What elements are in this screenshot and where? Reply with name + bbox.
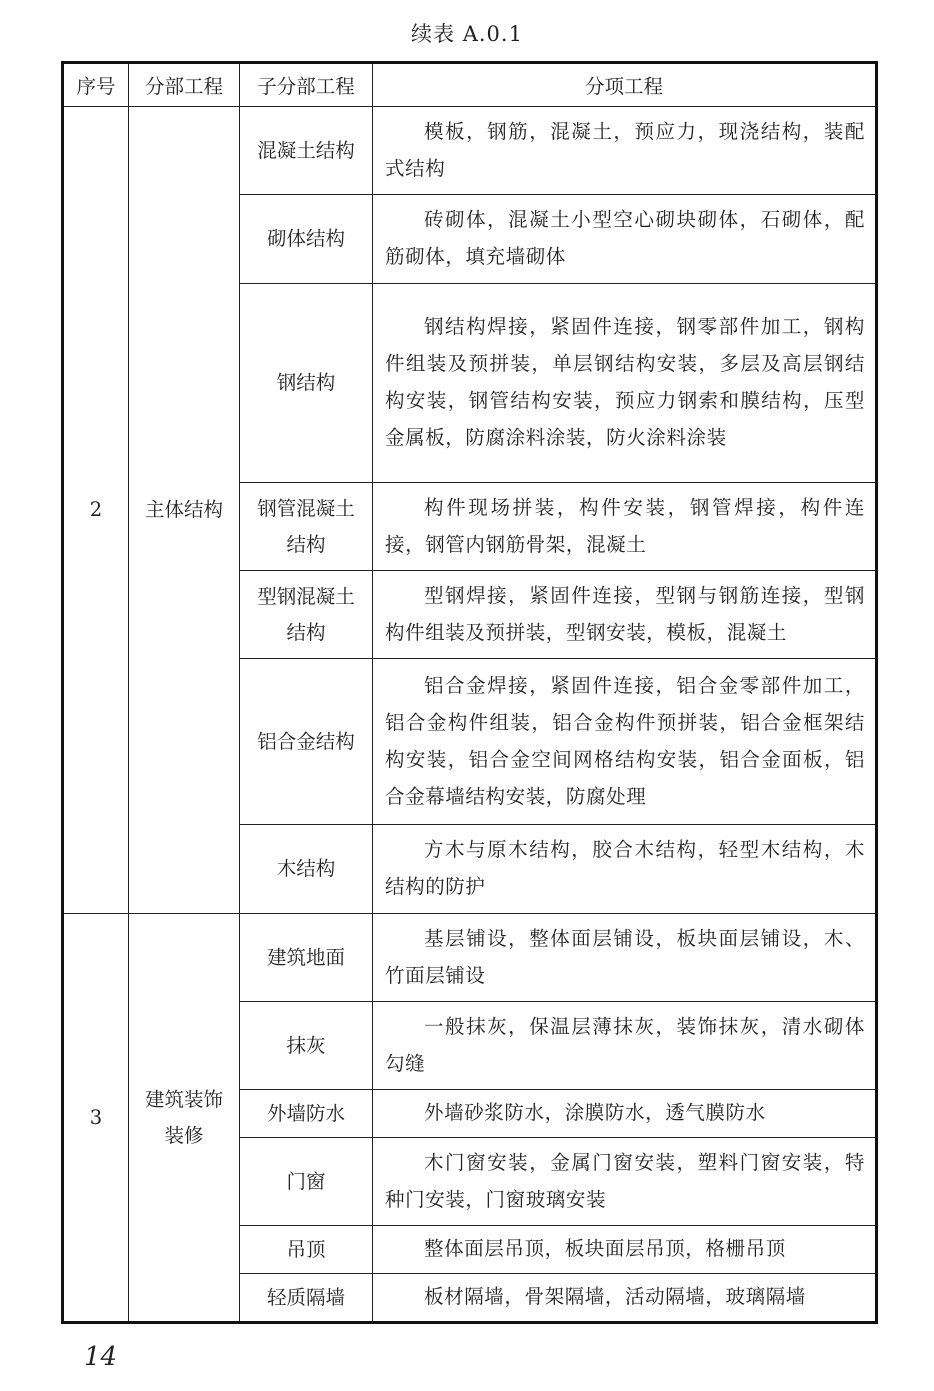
item-list: 基层铺设，整体面层铺设，板块面层铺设，木、竹面层铺设 bbox=[373, 914, 877, 1002]
item-list: 外墙砂浆防水，涂膜防水，透气膜防水 bbox=[373, 1090, 877, 1138]
header-division: 分部工程 bbox=[129, 63, 240, 107]
item-list: 板材隔墙，骨架隔墙，活动隔墙，玻璃隔墙 bbox=[373, 1274, 877, 1323]
header-row bbox=[63, 63, 877, 107]
subdivision-name: 轻质隔墙 bbox=[240, 1274, 373, 1323]
item-list: 铝合金焊接，紧固件连接，铝合金零部件加工，铝合金构件组装，铝合金构件预拼装，铝合金框架结构安装，铝合金空间网格结构安装，铝合金面板，铝合金幕墙结构安装，防腐处理 bbox=[373, 659, 877, 825]
item-list: 方木与原木结构，胶合木结构，轻型木结构，木结构的防护 bbox=[373, 825, 877, 914]
subdivision-name: 钢结构 bbox=[240, 284, 373, 483]
subdivision-name: 外墙防水 bbox=[240, 1090, 373, 1138]
header-items: 分项工程 bbox=[373, 63, 877, 107]
row-number: 2 bbox=[63, 107, 129, 914]
item-list: 砖砌体，混凝土小型空心砌块砌体，石砌体，配筋砌体，填充墙砌体 bbox=[373, 195, 877, 284]
item-list: 木门窗安装，金属门窗安装，塑料门窗安装，特种门安装，门窗玻璃安装 bbox=[373, 1138, 877, 1226]
division-name: 主体结构 bbox=[129, 107, 240, 914]
table-row bbox=[63, 914, 877, 1002]
division-name: 建筑装饰装修 bbox=[129, 914, 240, 1323]
subdivision-name: 抹灰 bbox=[240, 1002, 373, 1090]
division-table bbox=[61, 61, 878, 1324]
header-no: 序号 bbox=[63, 63, 129, 107]
subdivision-name: 铝合金结构 bbox=[240, 659, 373, 825]
item-list: 构件现场拼装，构件安装，钢管焊接，构件连接，钢管内钢筋骨架，混凝土 bbox=[373, 483, 877, 571]
item-list: 模板，钢筋，混凝土，预应力，现浇结构，装配式结构 bbox=[373, 107, 877, 195]
row-number: 3 bbox=[63, 914, 129, 1323]
subdivision-name: 门窗 bbox=[240, 1138, 373, 1226]
subdivision-name: 吊顶 bbox=[240, 1226, 373, 1274]
subdivision-name: 砌体结构 bbox=[240, 195, 373, 284]
subdivision-name: 木结构 bbox=[240, 825, 373, 914]
item-list: 型钢焊接，紧固件连接，型钢与钢筋连接，型钢构件组装及预拼装，型钢安装，模板，混凝土 bbox=[373, 571, 877, 659]
subdivision-name: 建筑地面 bbox=[240, 914, 373, 1002]
item-list: 一般抹灰，保温层薄抹灰，装饰抹灰，清水砌体勾缝 bbox=[373, 1002, 877, 1090]
subdivision-name: 混凝土结构 bbox=[240, 107, 373, 195]
table-row bbox=[63, 107, 877, 195]
page-number: 14 bbox=[84, 1342, 118, 1372]
item-list: 钢结构焊接，紧固件连接，钢零部件加工，钢构件组装及预拼装，单层钢结构安装，多层及高层钢结构安装，钢管结构安装，预应力钢索和膜结构，压型金属板，防腐涂料涂装，防火涂料涂装 bbox=[373, 284, 877, 483]
subdivision-name: 型钢混凝土结构 bbox=[240, 571, 373, 659]
subdivision-name: 钢管混凝土结构 bbox=[240, 483, 373, 571]
header-subdivision: 子分部工程 bbox=[240, 63, 373, 107]
item-list: 整体面层吊顶，板块面层吊顶，格栅吊顶 bbox=[373, 1226, 877, 1274]
table-title: 续表 A.0.1 bbox=[411, 22, 523, 46]
